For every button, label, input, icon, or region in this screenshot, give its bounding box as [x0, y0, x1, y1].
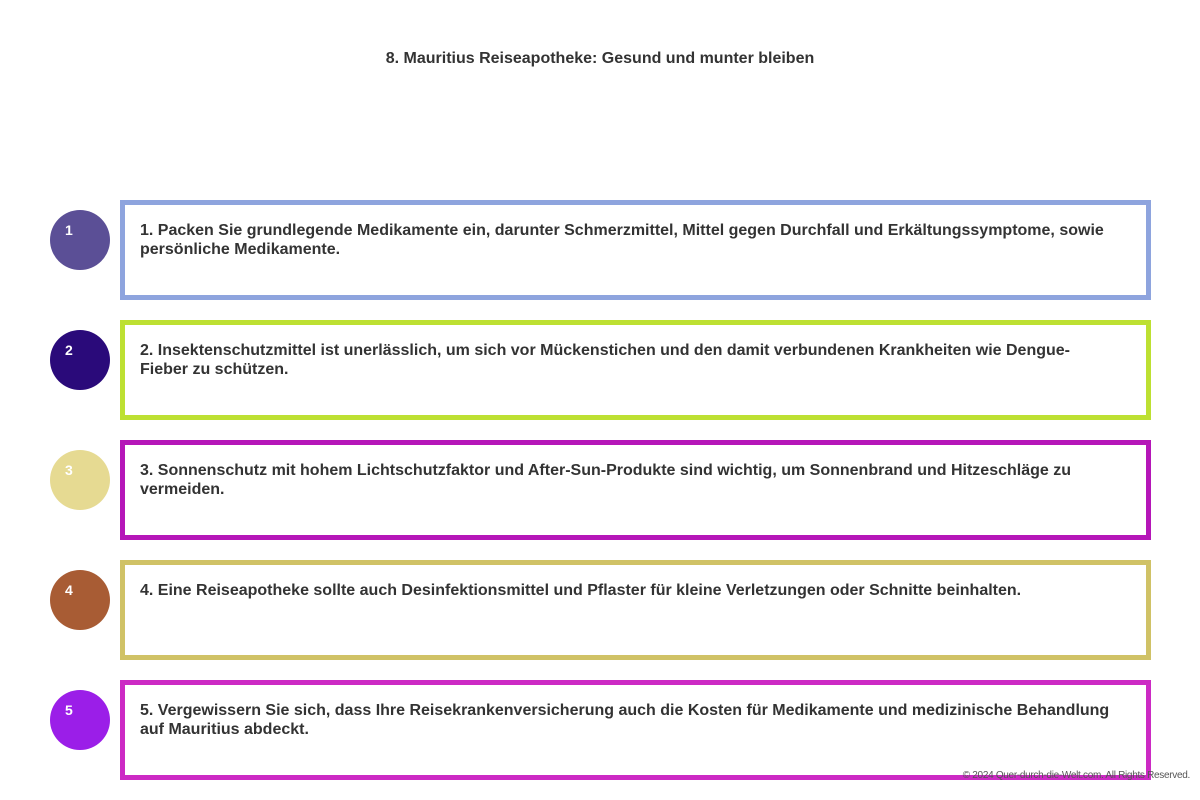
step-box-4: [120, 560, 1151, 660]
step-text: 1. Packen Sie grundlegende Medikamente ein, darunter Schmerzmittel, Mittel gegen Durchfall und Erkältungssymptome, sowie persönliche Medikamente.: [140, 222, 1104, 258]
step-number: 5: [65, 702, 73, 718]
step-circle-3: [50, 450, 110, 510]
step-circle-1: [50, 210, 110, 270]
step-number: 2: [65, 342, 73, 358]
step-text: 5. Vergewissern Sie sich, dass Ihre Reisekrankenversicherung auch die Kosten für Medikamente und medizinische Behandlung auf Mauritius abdeckt.: [140, 702, 1110, 738]
step-circle-2: [50, 330, 110, 390]
step-box-2: [120, 320, 1151, 420]
step-box-5: [120, 680, 1151, 780]
copyright-footer: © 2024 Quer-durch-die-Welt.com. All Rights Reserved.: [962, 770, 1190, 781]
step-text: 2. Insektenschutzmittel ist unerlässlich, um sich vor Mückenstichen und den damit verbundenen Krankheiten wie Dengue-Fieber zu schützen.: [140, 342, 1070, 378]
step-circle-5: [50, 690, 110, 750]
step-box-3: [120, 440, 1151, 540]
page-title: 8. Mauritius Reiseapotheke: Gesund und munter bleiben: [385, 50, 815, 67]
step-number: 4: [65, 582, 73, 598]
step-box-1: [120, 200, 1151, 300]
step-number: 3: [65, 462, 73, 478]
step-text: 3. Sonnenschutz mit hohem Lichtschutzfaktor und After-Sun-Produkte sind wichtig, um Sonnenbrand und Hitzeschläge zu vermeiden.: [140, 462, 1071, 498]
step-text: 4. Eine Reiseapotheke sollte auch Desinfektionsmittel und Pflaster für kleine Verletzungen oder Schnitte beinhalten.: [140, 582, 1022, 599]
step-circle-4: [50, 570, 110, 630]
step-number: 1: [65, 222, 73, 238]
